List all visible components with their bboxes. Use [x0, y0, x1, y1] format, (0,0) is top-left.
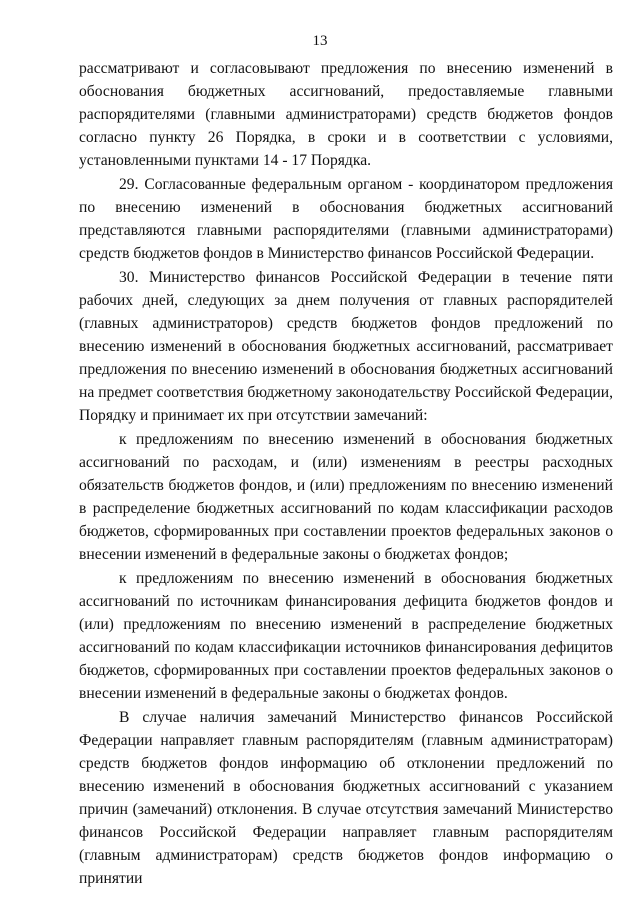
paragraph-30: 30. Министерство финансов Российской Федерации в течение пяти рабочих дней, следующих за днем получения от главных распорядителей (главных администраторов) средств бюджетов фондов предложений по внесению изменений в обоснования бюджетных ассигнований, рассматривает предложения по внесению изменений в обоснования бюджетных ассигнований на предмет соответствия бюджетному законодательству Российской Федерации, Порядку и принимает их при отсутствии замечаний:	[79, 269, 613, 424]
page-number: 13	[312, 33, 328, 49]
paragraph-29: 29. Согласованные федеральным органом - координатором предложения по внесению изменений в обоснования бюджетных ассигнований представляются главными распорядителями (главными администраторами) средств бюджетов фондов в Министерство финансов Российской Федерации.	[79, 176, 613, 262]
paragraph-30-item-expenses: к предложениям по внесению изменений в обоснования бюджетных ассигнований по расходам, и (или) изменениям в реестры расходных обязательств бюджетов фондов, и (или) предложениям по внесению изменений в распределение бюджетных ассигнований по кодам классификации расходов бюджетов, сформированных при составлении проектов федеральных законов о внесении изменений в федеральные законы о бюджетах фондов;	[79, 431, 613, 563]
paragraph-30-item-sources: к предложениям по внесению изменений в обоснования бюджетных ассигнований по источникам финансирования дефицита бюджетов фондов и (или) предложениям по внесению изменений в распределение бюджетных ассигнований по кодам классификации источников финансирования дефицитов бюджетов, сформированных при составлении проектов федеральных законов о внесении изменений в федеральные законы о бюджетах фондов.	[79, 570, 613, 702]
paragraph-continuation: рассматривают и согласовывают предложения по внесению изменений в обоснования бюджетных ассигнований, предоставляемые главными распорядителями (главными администраторами) средств бюджетов фондов согласно пункту 26 Порядка, в сроки и в соответствии с условиями, установленными пунктами 14 - 17 Порядка.	[79, 60, 613, 169]
document-body	[79, 57, 613, 891]
paragraph-remarks: В случае наличия замечаний Министерство финансов Российской Федерации направляет главным распорядителям (главным администраторам) средств бюджетов фондов информацию об отклонении предложений по внесению изменений в обоснования бюджетных ассигнований с указанием причин (замечаний) отклонения. В случае отсутствия замечаний Министерство финансов Российской Федерации направляет главным распорядителям (главным администраторам) средств бюджетов фондов информацию о принятии	[79, 709, 613, 887]
